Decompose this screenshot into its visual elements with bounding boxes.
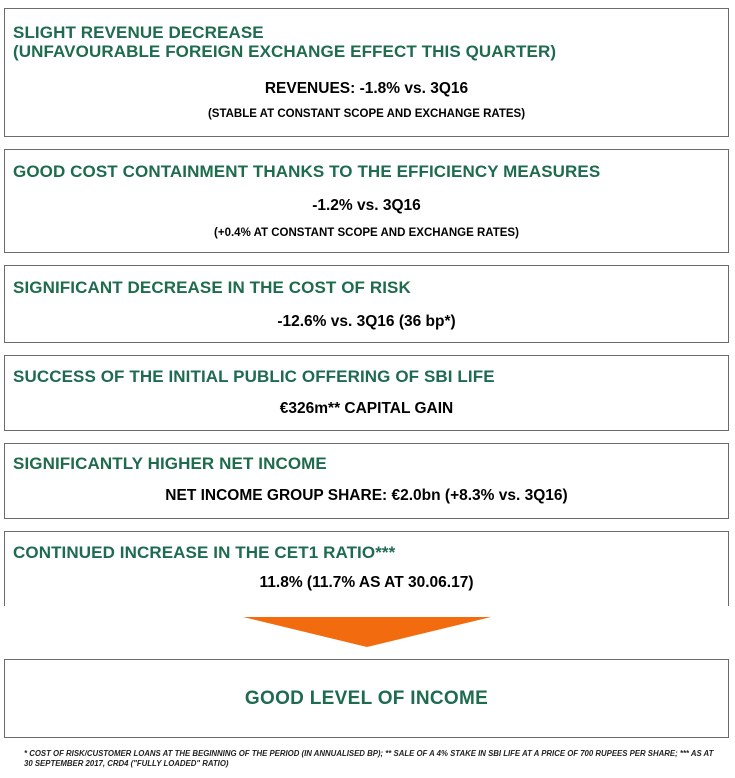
revenue-note: (STABLE AT CONSTANT SCOPE AND EXCHANGE RATES)	[207, 108, 526, 120]
cet1-figure: 11.8% (11.7% AS AT 30.06.17)	[259, 574, 474, 591]
conclusion-box	[4, 659, 729, 738]
conclusion-text: GOOD LEVEL OF INCOME	[244, 688, 489, 709]
risk-figure: -12.6% vs. 3Q16 (36 bp*)	[277, 313, 456, 330]
down-arrow-icon	[243, 617, 491, 647]
arrow-shape	[243, 617, 491, 647]
net-income-section	[4, 443, 729, 519]
risk-section	[4, 265, 729, 343]
cet1-section-title: CONTINUED INCREASE IN THE CET1 RATIO***	[13, 543, 396, 562]
ipo-section-title: SUCCESS OF THE INITIAL PUBLIC OFFERING OF SBI LIFE	[13, 367, 495, 386]
revenue-section-title-line2: (UNFAVOURABLE FOREIGN EXCHANGE EFFECT THIS QUARTER)	[13, 42, 557, 61]
revenue-section	[4, 8, 729, 137]
net-income-figure: NET INCOME GROUP SHARE: €2.0bn (+8.3% vs. 3Q16)	[165, 487, 568, 504]
cost-figure: -1.2% vs. 3Q16	[312, 197, 421, 214]
footnote: * COST OF RISK/CUSTOMER LOANS AT THE BEGINNING OF THE PERIOD (IN ANNUALISED BP); ** SALE OF A 4% STAKE IN SBI LIFE AT A PRICE OF 700 RUPEES PER SHARE; *** AS AT 30 SEPTEMBER 2017, CRD4 ("FULLY LOADED" RATIO)	[24, 749, 714, 768]
revenue-section-title: SLIGHT REVENUE DECREASE	[13, 23, 264, 42]
risk-section-title: SIGNIFICANT DECREASE IN THE COST OF RISK	[13, 278, 411, 297]
cost-note: (+0.4% AT CONSTANT SCOPE AND EXCHANGE RATES)	[214, 227, 519, 239]
net-income-section-title: SIGNIFICANTLY HIGHER NET INCOME	[13, 454, 327, 473]
ipo-section	[4, 355, 729, 431]
cet1-section	[4, 531, 729, 606]
cost-section	[4, 149, 729, 253]
cost-section-title: GOOD COST CONTAINMENT THANKS TO THE EFFICIENCY MEASURES	[13, 162, 601, 181]
ipo-figure: €326m** CAPITAL GAIN	[279, 400, 454, 417]
revenue-figure: REVENUES: -1.8% vs. 3Q16	[264, 80, 469, 97]
